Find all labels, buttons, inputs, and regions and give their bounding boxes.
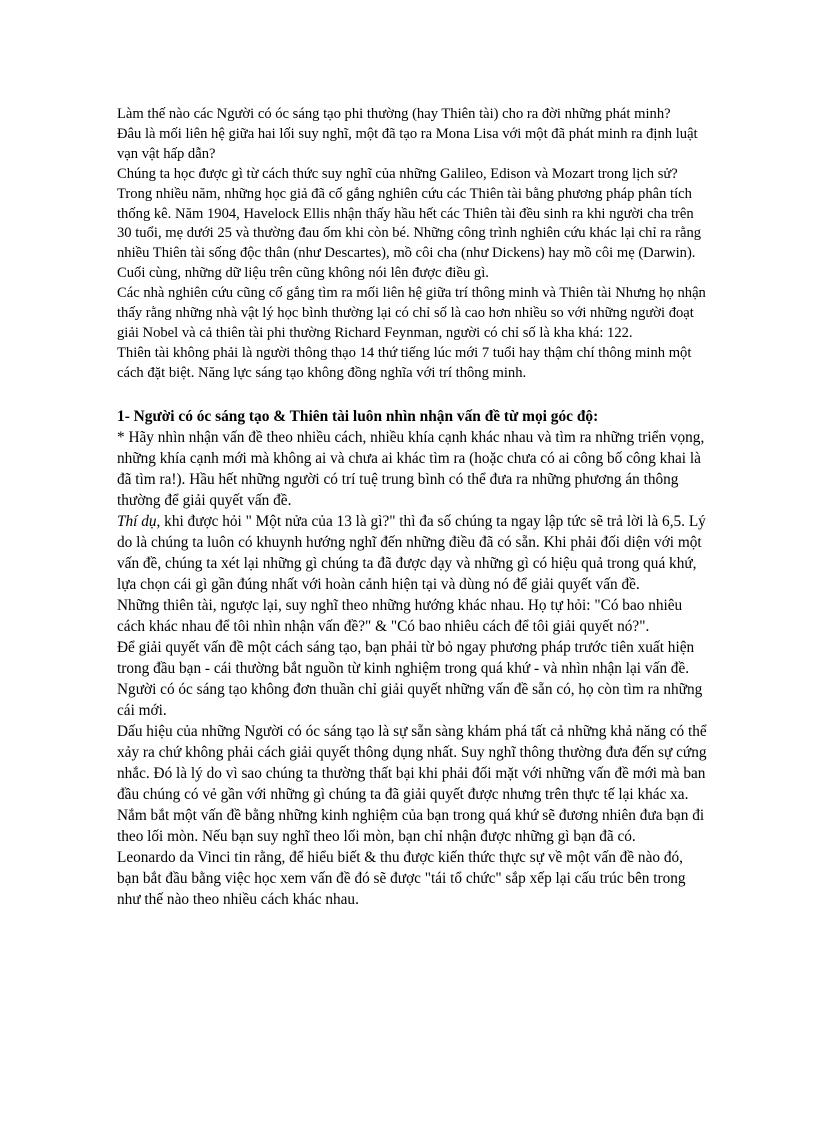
intro-question-3: Chúng ta học được gì từ cách thức suy nghĩ của những Galileo, Edison và Mozart trong lịch sử?: [117, 165, 678, 182]
intro-block: [117, 105, 707, 384]
section-1-paragraph-3: Những thiên tài, ngược lại, suy nghĩ theo những hướng khác nhau. Họ tự hỏi: "Có bao nhiêu cách khác nhau để tôi nhìn nhận vấn đề?" & "Có bao nhiêu cách để tôi giải quyết nó?".: [117, 596, 683, 635]
section-1-paragraph-6: Leonardo da Vinci tin rằng, để hiểu biết & thu được kiến thức thực sự về một vấn đề nào đó, bạn bắt đầu bằng việc học xem vấn đề đó sẽ được "tái tổ chức" sắp xếp lại cấu trúc bên trong như thế nào theo nhiều cách khác nhau.: [117, 848, 686, 908]
section-1: [117, 406, 707, 910]
section-1-paragraph-2: [117, 511, 707, 595]
section-1-heading: 1- Người có óc sáng tạo & Thiên tài luôn nhìn nhận vấn đề từ mọi góc độ:: [117, 407, 599, 425]
intro-paragraph-intelligence: Các nhà nghiên cứu cũng cố gắng tìm ra mối liên hệ giữa trí thông minh và Thiên tài Nhưng họ nhận thấy rằng những nhà vật lý học bình thường lại có chỉ số là cao hơn nhiều so với những người đoạt giải Nobel và cả thiên tài phi thường Richard Feynman, người có chỉ số là kha khá: 122.: [117, 285, 706, 341]
intro-question-1: Làm thế nào các Người có óc sáng tạo phi thường (hay Thiên tài) cho ra đời những phát minh?: [117, 106, 671, 122]
intro-paragraph-conclusion: Thiên tài không phải là người thông thạo 14 thứ tiếng lúc mới 7 tuổi hay thậm chí thông minh một cách đặt biệt. Năng lực sáng tạo không đồng nghĩa với trí thông minh.: [117, 344, 692, 381]
document-page: [117, 105, 707, 910]
section-1-paragraph-4: Để giải quyết vấn đề một cách sáng tạo, bạn phải từ bỏ ngay phương pháp trước tiên xuất hiện trong đầu bạn - cái thường bắt nguồn từ kinh nghiệm trong quá khứ - và nhìn nhận lại vấn đề. Người có óc sáng tạo không đơn thuần chỉ giải quyết những vấn đề sẵn có, họ còn tìm ra những cái mới.: [117, 638, 703, 719]
intro-paragraph-statistics: Trong nhiều năm, những học giả đã cố gắng nghiên cứu các Thiên tài bằng phương pháp phân tích thống kê. Năm 1904, Havelock Ellis nhận thấy hầu hết các Thiên tài đều sinh ra khi người cha trên 30 tuổi, mẹ dưới 25 và thường đau ốm khi còn bé. Những công trình nghiên cứu khác lại chỉ ra rằng nhiều Thiên tài sống độc thân (như Descartes), mồ côi cha (như Dickens) hay mồ côi mẹ (Darwin). Cuối cùng, những dữ liệu trên cũng không nói lên được điều gì.: [117, 185, 702, 282]
example-lead: Thí dụ: [117, 512, 157, 530]
intro-question-2: Đâu là mối liên hệ giữa hai lối suy nghĩ, một đã tạo ra Mona Lisa với một đã phát minh ra định luật vạn vật hấp dẫn?: [117, 125, 698, 162]
section-1-paragraph-5: Dấu hiệu của những Người có óc sáng tạo là sự sẵn sàng khám phá tất cả những khả năng có thể xảy ra chứ không phải cách giải quyết thông dụng nhất. Suy nghĩ thông thường đưa đến sự cứng nhắc. Đó là lý do vì sao chúng ta thường thất bại khi phải đối mặt với những vấn đề mới mà ban đầu chúng có vẻ gần với những gì chúng ta đã giải quyết được nhưng trên thực tế lại khác xa. Nắm bắt một vấn đề bằng những kinh nghiệm của bạn trong quá khứ sẽ đương nhiên đưa bạn đi theo lối mòn. Nếu bạn suy nghĩ theo lối mòn, bạn chỉ nhận được những gì bạn đã có.: [117, 722, 707, 845]
section-1-paragraph-1: * Hãy nhìn nhận vấn đề theo nhiều cách, nhiều khía cạnh khác nhau và tìm ra những triển vọng, những khía cạnh mới mà không ai và chưa ai khác tìm ra (hoặc chưa có ai công bố công khai là đã tìm ra!). Hầu hết những người có trí tuệ trung bình có thể đưa ra những phương án thông thường để giải quyết vấn đề.: [117, 428, 705, 509]
example-text: , khi được hỏi " Một nửa của 13 là gì?" thì đa số chúng ta ngay lập tức sẽ trả lời là 6,5. Lý do là chúng ta luôn có khuynh hướng nghĩ đến những điều đã có sẵn. Khi phải đối diện với một vấn đề, chúng ta xét lại những gì chúng ta đã được dạy và những gì có hiệu quả trong quá khứ, lựa chọn cái gì gần đúng nhất với hoàn cảnh hiện tại và dùng nó để giải quyết vấn đề.: [117, 512, 706, 593]
